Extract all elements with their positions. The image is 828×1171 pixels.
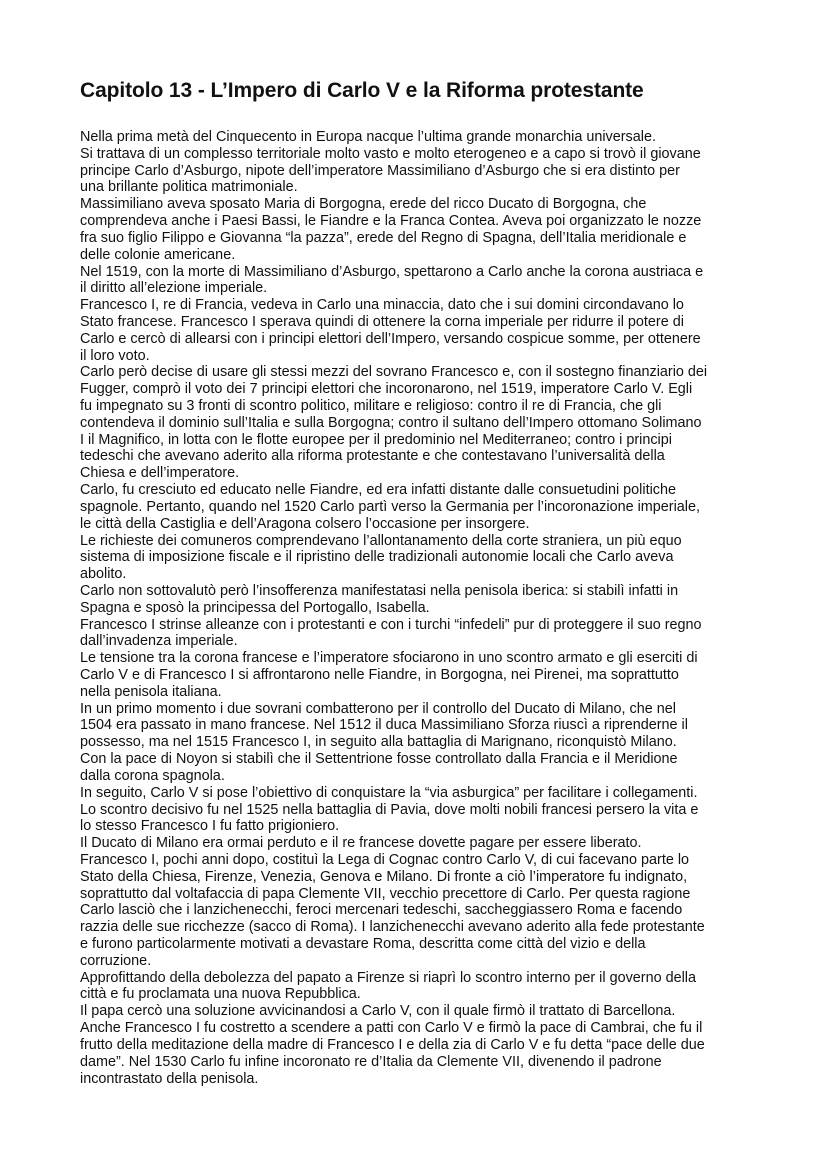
text-line: dame”. Nel 1530 Carlo fu infine incoronato re d’Italia da Clemente VII, divenendo il padrone [80, 1053, 662, 1070]
text-line: razzia delle sue ricchezze (sacco di Roma). I lanzichenecchi avevano aderito alla fede protestante [80, 919, 705, 936]
text-line: Chiesa e dell’imperatore. [80, 465, 240, 482]
text-line: soprattutto dal voltafaccia di papa Clemente VII, vecchio precettore di Carlo. Per questa ragione [80, 885, 691, 902]
text-line: una brillante politica matrimoniale. [80, 179, 298, 196]
text-line: principe Carlo d’Asburgo, nipote dell’imperatore Massimiliano d’Asburgo che si era distinto per [80, 162, 680, 179]
text-line: Il papa cercò una soluzione avvicinandosi a Carlo V, con il quale firmò il trattato di Barcellona. [80, 1003, 676, 1020]
text-line: frutto della meditazione della madre di Francesco I e della zia di Carlo V e fu detta “pace delle due [80, 1036, 705, 1053]
text-line: tedeschi che avevano aderito alla riforma protestante e che contestavano l’universalità della [80, 448, 665, 465]
text-line: Stato francese. Francesco I sperava quindi di ottenere la corna imperiale per ridurre il potere di [80, 313, 684, 330]
text-line: dalla corona spagnola. [80, 767, 225, 784]
text-line: I il Magnifico, in lotta con le flotte europee per il predominio nel Mediterraneo; contro i principi [80, 431, 672, 448]
text-line: fu impegnato su 3 fronti di scontro politico, militare e religioso: contro il re di Francia, che gli [80, 398, 662, 414]
text-line: contendeva il dominio sull’Italia e sulla Borgogna; contro il sultano dell’Impero ottomano Solimano [80, 414, 702, 431]
text-line: possesso, ma nel 1515 Francesco I, in seguito alla battaglia di Marignano, riconquistò Milano. [80, 734, 677, 751]
text-line: Francesco I strinse alleanze con i protestanti e con i turchi “infedeli” pur di proteggere il suo regno [80, 616, 702, 633]
text-line: In seguito, Carlo V si pose l’obiettivo di conquistare la “via asburgica” per facilitare i collegamenti. [80, 784, 698, 801]
text-line: Massimiliano aveva sposato Maria di Borgogna, erede del ricco Ducato di Borgogna, che [80, 196, 647, 213]
text-line: Anche Francesco I fu costretto a scendere a patti con Carlo V e firmò la pace di Cambrai, che fu il [80, 1020, 703, 1037]
text-line: Spagna e sposò la principessa del Portogallo, Isabella. [80, 599, 430, 616]
text-line: Fugger, comprò il voto dei 7 principi elettori che incoronarono, nel 1519, imperatore Carlo V. Egli [80, 381, 693, 398]
text-line: nella penisola italiana. [80, 683, 222, 700]
text-line: fra suo figlio Filippo e Giovanna “la pazza”, erede del Regno di Spagna, dell’Italia meridionale e [80, 229, 687, 246]
text-line: dall’invadenza imperiale. [80, 633, 238, 650]
text-line: sistema di imposizione fiscale e il ripristino delle tradizionali autonomie locali che Carlo aveva [80, 549, 674, 566]
text-line: spagnole. Pertanto, quando nel 1520 Carlo partì verso la Germania per l’incoronazione imperiale, [80, 498, 700, 515]
text-line: Nella prima metà del Cinquecento in Europa nacque l’ultima grande monarchia universale. [80, 129, 656, 145]
text-line: Le tensione tra la corona francese e l’imperatore sfociarono in uno scontro armato e gli eserciti di [80, 650, 698, 667]
text-line: In un primo momento i due sovrani combatterono per il controllo del Ducato di Milano, che nel [80, 700, 676, 717]
text-line: Carlo e cercò di allearsi con i principi elettori dell’Impero, versando cospicue somme, per ottenere [80, 330, 701, 347]
text-line: incontrastato della penisola. [80, 1070, 259, 1087]
text-line: Stato della Chiesa, Firenze, Venezia, Genova e Milano. Di fronte a ciò l’imperatore fu indignato, [80, 868, 688, 885]
text-line: Carlo, fu cresciuto ed educato nelle Fiandre, ed era infatti distante dalle consuetudini politiche [80, 482, 676, 499]
text-line: Con la pace di Noyon si stabilì che il Settentrione fosse controllato dalla Francia e il Meridione [80, 751, 678, 768]
text-line: Approfittando della debolezza del papato a Firenze si riaprì lo scontro interno per il governo della [80, 969, 696, 986]
text-line: corruzione. [80, 952, 152, 969]
text-line: Le richieste dei comuneros comprendevano l’allontanamento della corte straniera, un più equo [80, 532, 682, 549]
chapter-title: Capitolo 13 - L’Impero di Carlo V e la Riforma protestante [80, 79, 644, 102]
text-line: Il Ducato di Milano era ormai perduto e il re francese dovette pagare per essere liberato. [80, 835, 642, 852]
text-line: lo stesso Francesco I fu fatto prigioniero. [80, 818, 340, 835]
text-line: Si trattava di un complesso territoriale molto vasto e molto eterogeneo e a capo si trovò il giovane [80, 145, 701, 162]
text-line: Francesco I, re di Francia, vedeva in Carlo una minaccia, dato che i sui domini circondavano lo [80, 297, 684, 314]
text-line: il diritto all’elezione imperiale. [80, 280, 268, 297]
text-line: Carlo lasciò che i lanzichenecchi, feroci mercenari tedeschi, saccheggiassero Roma e facendo [80, 902, 683, 919]
text-line: delle colonie americane. [80, 246, 236, 263]
text-line: città e fu proclamata una nuova Repubblica. [80, 986, 361, 1003]
text-line: Carlo V e di Francesco I si affrontarono nelle Fiandre, in Borgogna, nei Pirenei, ma soprattutto [80, 667, 679, 683]
text-line: 1504 era passato in mano francese. Nel 1512 il duca Massimiliano Sforza riuscì a riprenderne il [80, 717, 688, 734]
chapter-body [80, 129, 707, 1087]
text-line: le città della Castiglia e dell’Aragona colsero l’occasione per insorgere. [80, 515, 530, 532]
text-line: abolito. [80, 566, 127, 583]
text-line: Carlo però decise di usare gli stessi mezzi del sovrano Francesco e, con il sostegno finanziario dei [80, 364, 708, 381]
text-line: comprendeva anche i Paesi Bassi, le Fiandre e la Franca Contea. Aveva poi organizzato le nozze [80, 213, 702, 230]
text-line: Francesco I, pochi anni dopo, costituì la Lega di Cognac contro Carlo V, di cui facevano parte lo [80, 851, 690, 868]
text-line: il loro voto. [80, 347, 150, 364]
text-line: e furono particolarmente motivati a devastare Roma, descritta come città del vizio e della [80, 936, 646, 952]
text-line: Lo scontro decisivo fu nel 1525 nella battaglia di Pavia, dove molti nobili francesi persero la vita e [80, 801, 699, 818]
text-line: Nel 1519, con la morte di Massimiliano d’Asburgo, spettarono a Carlo anche la corona austriaca e [80, 263, 704, 280]
text-line: Carlo non sottovalutò però l’insofferenza manifestatasi nella penisola iberica: si stabilì infatti in [80, 582, 679, 599]
